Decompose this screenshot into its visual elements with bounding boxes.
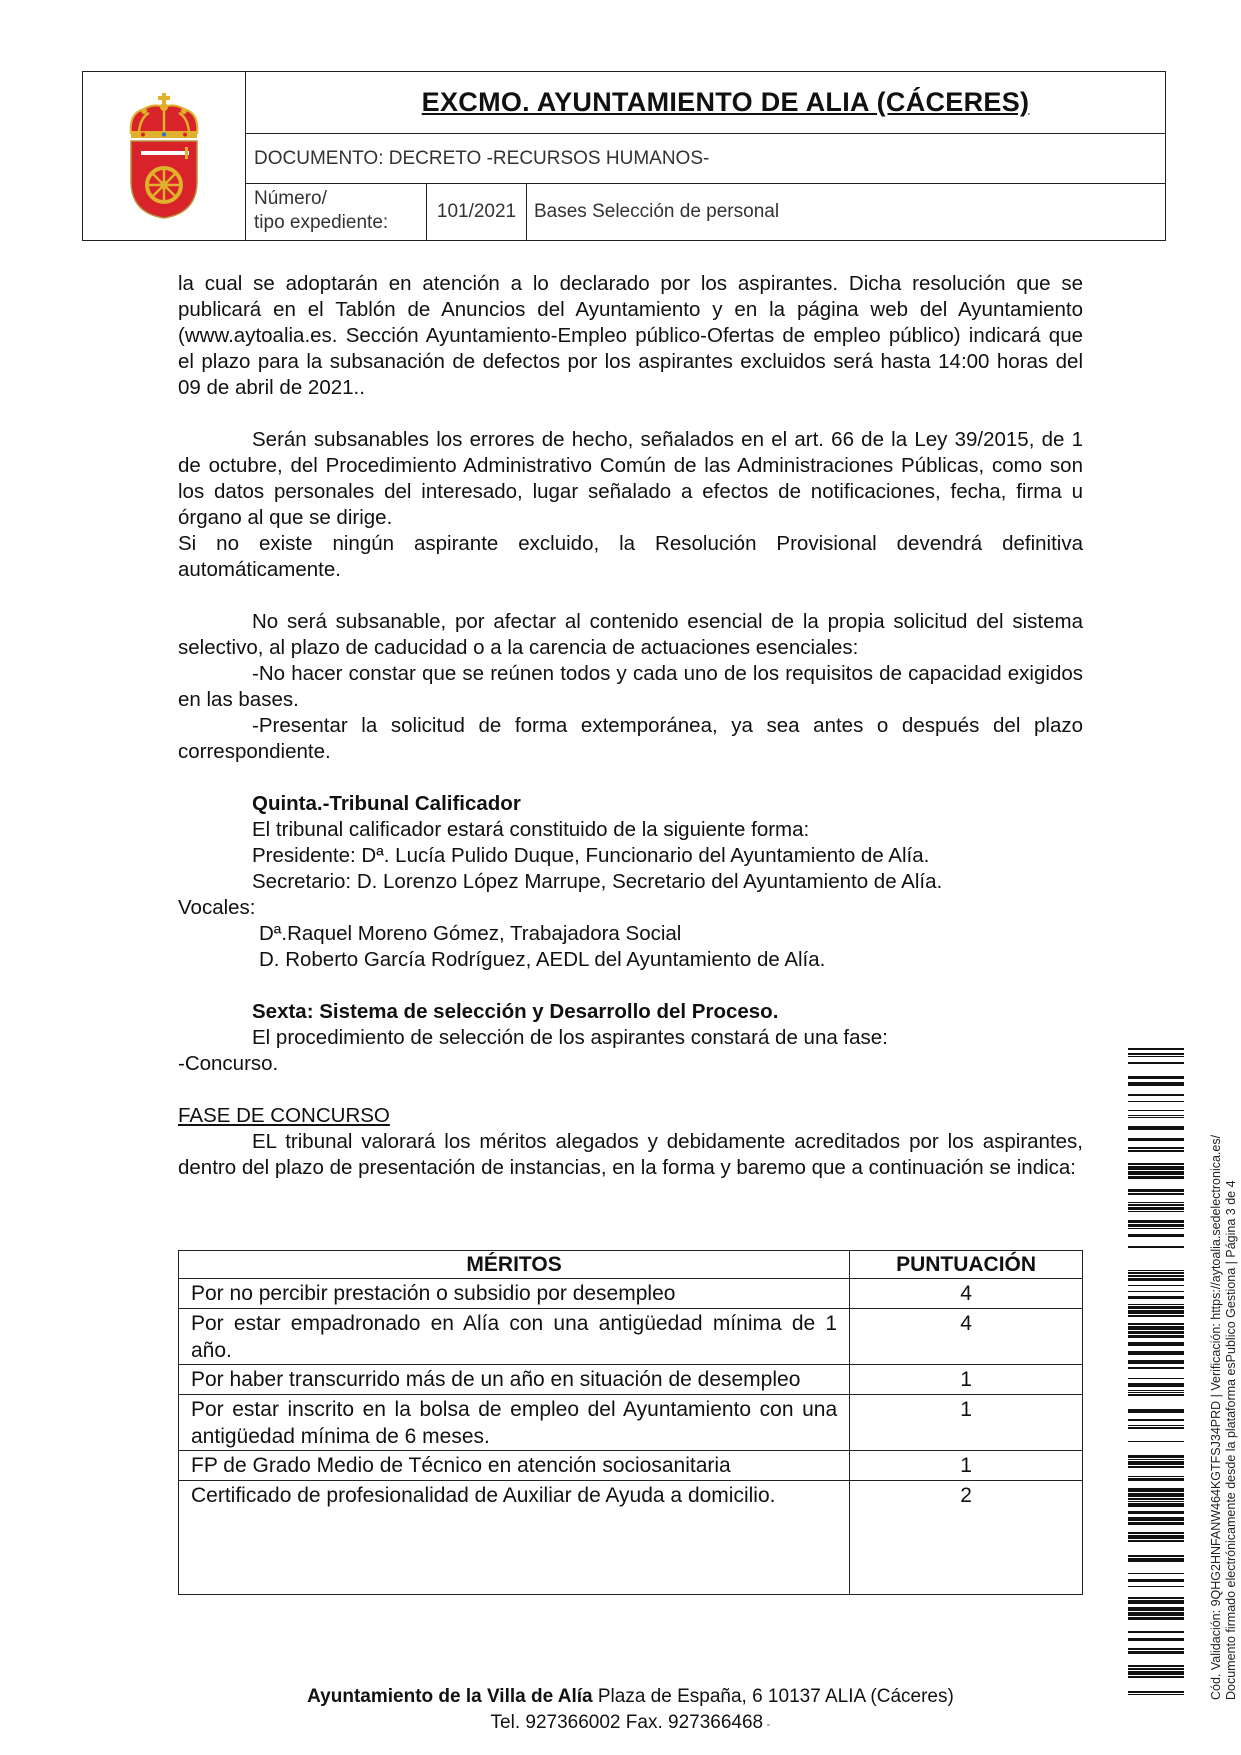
table-row [179, 1481, 1083, 1595]
seleccion-concurso: -Concurso. [178, 1052, 279, 1075]
paragraph-subsanables: Serán subsanables los errores de hecho, señalados en el art. 66 de la Ley 39/2015, de 1 de octubre, del Procedimiento Administrativo Común de las Administraciones Públicas, como son los datos personales del interesado, lugar señalado a efectos de notificaciones, fecha, firma u órgano al que se dirige. [178, 428, 1083, 529]
footer-contact: Tel. 927366002 Fax. 927366468 [490, 1712, 764, 1733]
merit-cell: Por estar empadronado en Alía con una antigüedad mínima de 1 año. [179, 1309, 850, 1365]
barcode-icon [1128, 1048, 1184, 1698]
merit-cell: Certificado de profesionalidad de Auxiliar de Ayuda a domicilio. [179, 1481, 850, 1595]
document-header [82, 71, 1166, 241]
paragraph-resolucion: la cual se adoptarán en atención a lo declarado por los aspirantes. Dicha resolución que se publicará en el Tablón de Anuncios del Ayuntamiento y en la página web del Ayuntamiento (www.aytoalia.es. Sección Ayuntamiento-Empleo público-Ofertas de empleo público) indicará que el plazo para la subsanación de defectos por los aspirantes excluidos será hasta 14:00 horas del 09 de abril de 2021.. [178, 272, 1083, 399]
points-cell: 1 [850, 1451, 1083, 1481]
header-title-row [246, 72, 1165, 134]
merit-cell: Por haber transcurrido más de un año en situación de desempleo [179, 1365, 850, 1395]
header-info [246, 72, 1165, 240]
expediente-label-line1: Número/ [254, 188, 327, 209]
merit-cell: Por no percibir prestación o subsidio por desempleo [179, 1279, 850, 1309]
footer-address: Plaza de España, 6 10137 ALIA (Cáceres) [592, 1686, 954, 1707]
table-row [179, 1309, 1083, 1365]
crest-cell [83, 72, 246, 240]
merit-cell: FP de Grado Medio de Técnico en atención sociosanitaria [179, 1451, 850, 1481]
table-row [179, 1395, 1083, 1451]
page-footer [178, 1684, 1083, 1737]
points-cell: 2 [850, 1481, 1083, 1595]
fase-concurso-heading: FASE DE CONCURSO [178, 1104, 390, 1127]
expediente-label-line2: tipo expediente: [254, 212, 389, 233]
points-cell: 1 [850, 1395, 1083, 1451]
tribunal-secretario: Secretario: D. Lorenzo López Marrupe, Secretario del Ayuntamiento de Alía. [252, 870, 943, 893]
paragraph-sin-excluidos: Si no existe ningún aspirante excluido, la Resolución Provisional devendrá definitiva automáticamente. [178, 532, 1083, 581]
table-row [179, 1365, 1083, 1395]
document-body [178, 271, 1083, 1181]
expediente-number: 101/2021 [427, 184, 527, 240]
expediente-description: Bases Selección de personal [534, 201, 780, 222]
document-title: EXCMO. AYUNTAMIENTO DE ALIA (CÁCERES) [421, 87, 1030, 117]
tribunal-presidente: Presidente: Dª. Lucía Pulido Duque, Funcionario del Ayuntamiento de Alía. [252, 844, 930, 867]
merits-table [178, 1250, 1083, 1595]
points-cell: 1 [850, 1365, 1083, 1395]
document-type-row [246, 134, 1165, 184]
expediente-row [246, 184, 1165, 240]
footer-address-line [178, 1684, 1083, 1710]
column-header-points: PUNTUACIÓN [850, 1251, 1083, 1279]
seleccion-intro: El procedimiento de selección de los aspirantes constará de una fase: [252, 1026, 888, 1049]
validation-code-line: Cód. Validación: 9QHG2HNFANW464KGTFSJ34PRD | Verificación: https://aytoalia.sedelectronica.es/ [1209, 1134, 1223, 1700]
merit-cell: Por estar inscrito en la bolsa de empleo del Ayuntamiento con una antigüedad mínima de 6 meses. [179, 1395, 850, 1451]
tribunal-intro: El tribunal calificador estará constituido de la siguiente forma: [252, 818, 810, 841]
coat-of-arms-icon [119, 91, 209, 221]
footer-organization: Ayuntamiento de la Villa de Alía [307, 1686, 593, 1707]
vocal-item: Dª.Raquel Moreno Gómez, Trabajadora Social [259, 922, 682, 945]
section-quinta-heading: Quinta.-Tribunal Calificador [252, 792, 521, 815]
expediente-label [246, 184, 427, 240]
section-sexta-heading: Sexta: Sistema de selección y Desarrollo del Proceso. [252, 1000, 779, 1023]
validation-text [1209, 1040, 1239, 1700]
validation-signature-line: Documento firmado electrónicamente desde la plataforma esPublico Gestiona | Página 3 de 4 [1224, 1180, 1238, 1700]
paragraph-fase-concurso: EL tribunal valorará los méritos alegados y debidamente acreditados por los aspirantes, dentro del plazo de presentación de instancias, en la forma y baremo que a continuación se indica: [178, 1130, 1083, 1179]
points-cell: 4 [850, 1309, 1083, 1365]
footer-contact-suffix: - [763, 1717, 771, 1731]
table-row [179, 1279, 1083, 1309]
document-type: DOCUMENTO: DECRETO -RECURSOS HUMANOS- [254, 147, 710, 169]
footer-contact-line [178, 1710, 1083, 1737]
column-header-merits: MÉRITOS [179, 1251, 850, 1279]
vocales-label: Vocales: [178, 896, 256, 919]
table-header-row [179, 1251, 1083, 1279]
paragraph-extemporanea: -Presentar la solicitud de forma extemporánea, ya sea antes o después del plazo correspondiente. [178, 714, 1083, 763]
table-row [179, 1451, 1083, 1481]
paragraph-no-subsanable: No será subsanable, por afectar al contenido esencial de la propia solicitud del sistema selectivo, al plazo de caducidad o a la carencia de actuaciones esenciales: [178, 610, 1083, 659]
vocal-item: D. Roberto García Rodríguez, AEDL del Ayuntamiento de Alía. [259, 948, 826, 971]
points-cell: 4 [850, 1279, 1083, 1309]
paragraph-requisitos: -No hacer constar que se reúnen todos y cada uno de los requisitos de capacidad exigidos en las bases. [178, 662, 1083, 711]
